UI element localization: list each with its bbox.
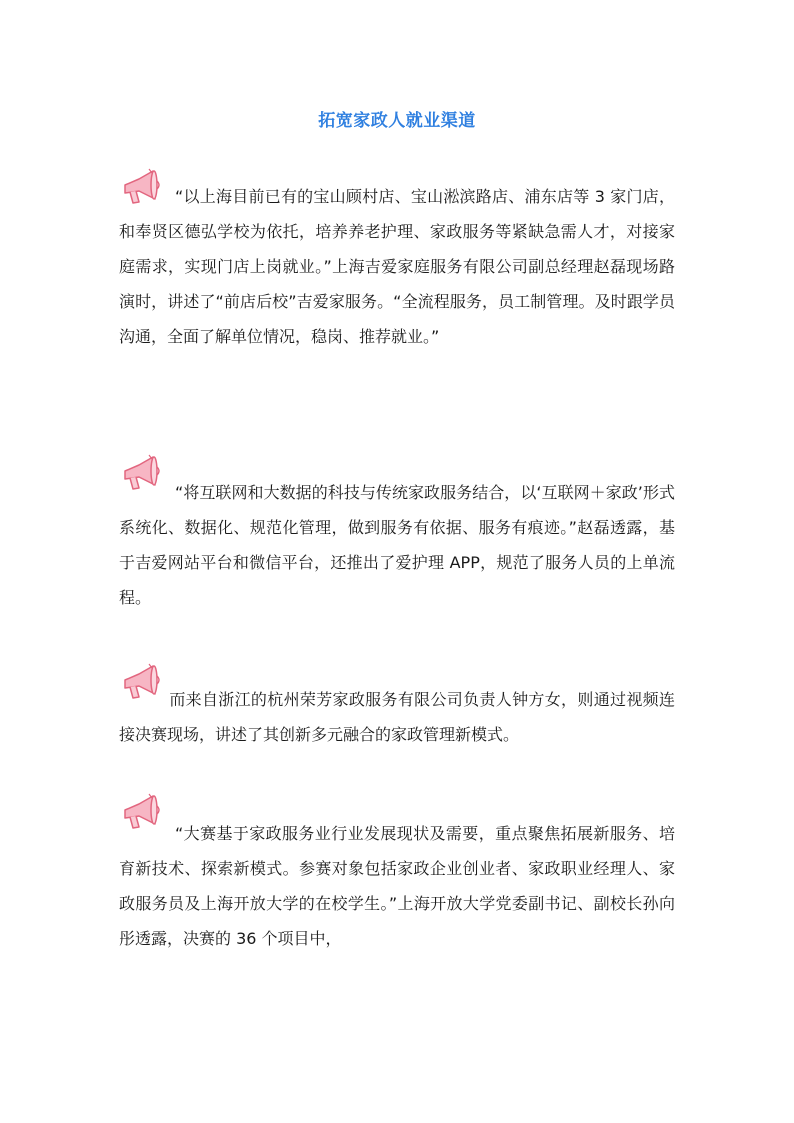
paragraph-3-text: 而来自浙江的杭州荣芳家政服务有限公司负责人钟方女，则通过视频连接决赛现场，讲述了其创新多元融合的家政管理新模式。 (119, 690, 675, 744)
page-title: 拓宽家政人就业渠道 (318, 111, 476, 131)
paragraph-1 (119, 179, 675, 354)
paragraph-3 (119, 682, 675, 752)
paragraph-4-text: “大赛基于家政服务业行业发展现状及需要，重点聚焦拓展新服务、培育新技术、探索新模式。参赛对象包括家政企业创业者、家政职业经理人、家政服务员及上海开放大学的在校学生。”上海开放大学党委副书记、副校长孙向彤透露，决赛的 36 个项目中， (119, 824, 675, 948)
megaphone-icon (119, 790, 163, 834)
paragraph-2-text: “将互联网和大数据的科技与传统家政服务结合，以‘互联网＋家政’形式系统化、数据化、规范化管理，做到服务有依据、服务有痕迹。”赵磊透露，基于吉爱网站平台和微信平台，还推出了爱护理 APP，规范了服务人员的上单流程。 (119, 483, 675, 607)
megaphone-icon (119, 165, 163, 209)
megaphone-icon (119, 451, 163, 495)
paragraph-1-text: “以上海目前已有的宝山顾村店、宝山淞滨路店、浦东店等 3 家门店，和奉贤区德弘学校为依托，培养养老护理、家政服务等紧缺急需人才，对接家庭需求，实现门店上岗就业。”上海吉爱家庭服务有限公司副总经理赵磊现场路演时，讲述了“前店后校”吉爱家服务。“全流程服务，员工制管理。及时跟学员沟通，全面了解单位情况，稳岗、推荐就业。” (119, 187, 675, 346)
megaphone-icon (119, 660, 163, 704)
paragraph-4 (119, 816, 675, 956)
paragraph-2 (119, 475, 675, 615)
